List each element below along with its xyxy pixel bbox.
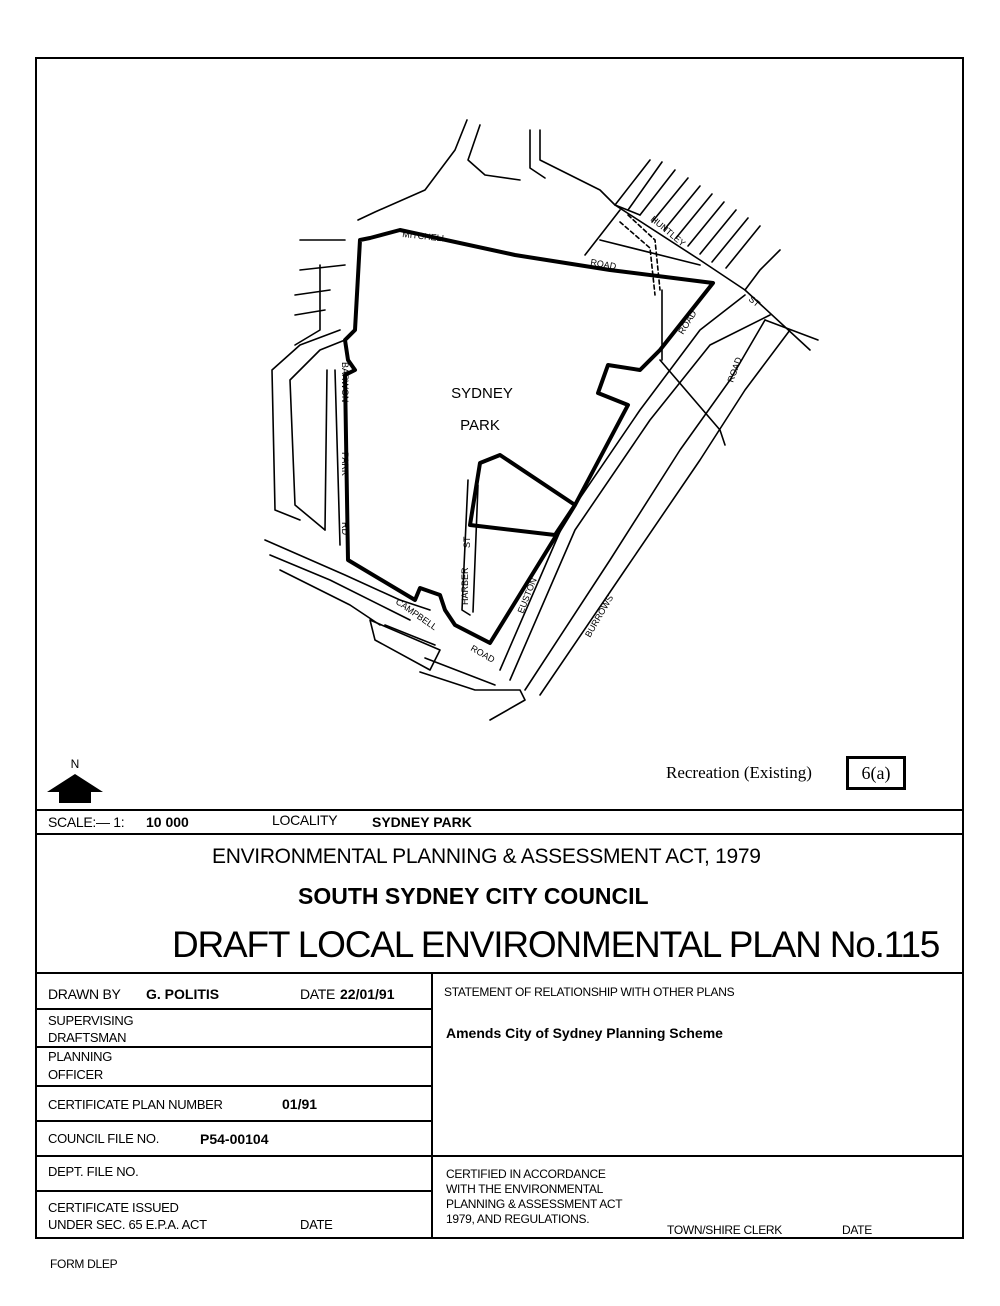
divider-row-4 — [35, 1120, 432, 1122]
street-label-mitchell: MITCHELL — [401, 229, 448, 244]
scale-label: SCALE:— 1: — [48, 814, 125, 830]
street-label-harber-st: ST — [462, 536, 472, 548]
scale-value: 10 000 — [146, 814, 189, 830]
street-label-campbell-road: ROAD — [469, 643, 497, 665]
town-clerk-label: TOWN/SHIRE CLERK — [667, 1223, 782, 1237]
council-file-value: P54-00104 — [200, 1131, 269, 1147]
town-date-label: DATE — [842, 1223, 872, 1237]
street-label-euston-road-upper: ROAD — [676, 308, 699, 337]
street-label-rd: RD — [340, 522, 350, 535]
certified-line3: PLANNING & ASSESSMENT ACT — [446, 1197, 623, 1211]
north-arrow-icon — [47, 774, 103, 803]
legend-label: Recreation (Existing) — [666, 763, 812, 782]
divider-row-1 — [35, 1008, 432, 1010]
drawn-by-value: G. POLITIS — [146, 986, 220, 1002]
street-label-harber: HARBER — [460, 567, 470, 605]
park-label-line2: PARK — [460, 417, 500, 434]
drawn-by-label: DRAWN BY — [48, 986, 121, 1002]
street-label-burrows-road-upper: ROAD — [725, 355, 744, 384]
street-label-huntley: HUNTLEY — [648, 213, 688, 249]
street-label-burrows: BURROWS — [583, 593, 616, 639]
street-label-barwon: BARWON — [340, 362, 350, 403]
dept-file-label: DEPT. FILE NO. — [48, 1164, 139, 1179]
divider-scale-top — [35, 809, 964, 811]
plan-title: DRAFT LOCAL ENVIRONMENTAL PLAN No.115 — [172, 924, 940, 965]
cert-issued-line1: CERTIFICATE ISSUED — [48, 1200, 179, 1215]
street-label-huntley-st: ST — [746, 293, 762, 309]
cert-plan-label: CERTIFICATE PLAN NUMBER — [48, 1097, 223, 1112]
council-file-label: COUNCIL FILE NO. — [48, 1131, 160, 1146]
street-label-park: PARK — [340, 452, 350, 476]
park-label-line1: SYDNEY — [451, 385, 513, 402]
street-label-euston: EUSTON — [515, 576, 539, 615]
divider-row-6 — [35, 1190, 432, 1192]
locality-value: SYDNEY PARK — [372, 814, 472, 830]
certified-line2: WITH THE ENVIRONMENTAL — [446, 1182, 603, 1196]
certified-line1: CERTIFIED IN ACCORDANCE — [446, 1167, 606, 1181]
divider-scale-bottom — [35, 833, 964, 835]
council-title: SOUTH SYDNEY CITY COUNCIL — [298, 883, 649, 909]
date-value: 22/01/91 — [340, 986, 395, 1002]
act-title: ENVIRONMENTAL PLANNING & ASSESSMENT ACT, 1979 — [212, 845, 761, 868]
planning-label-line1: PLANNING — [48, 1049, 113, 1064]
cert-plan-value: 01/91 — [282, 1096, 318, 1112]
form-code: FORM DLEP — [50, 1257, 118, 1271]
north-label: N — [70, 757, 80, 771]
cert-issued-line2: UNDER SEC. 65 E.P.A. ACT — [48, 1217, 207, 1232]
date-label: DATE — [300, 986, 336, 1002]
street-label-mitchell-road: ROAD — [589, 257, 618, 272]
locality-label: LOCALITY — [272, 812, 338, 828]
statement-value: Amends City of Sydney Planning Scheme — [446, 1025, 723, 1041]
supervising-label-line2: DRAFTSMAN — [48, 1030, 127, 1045]
certified-line4: 1979, AND REGULATIONS. — [446, 1212, 590, 1226]
divider-row-3 — [35, 1085, 432, 1087]
divider-title-bottom — [35, 972, 964, 974]
supervising-label-line1: SUPERVISING — [48, 1013, 134, 1028]
zone-code-badge: 6(a) — [846, 756, 906, 790]
details-divider-vertical — [431, 972, 433, 1239]
statement-label: STATEMENT OF RELATIONSHIP WITH OTHER PLANS — [444, 985, 735, 999]
divider-row-5 — [35, 1155, 964, 1157]
planning-label-line2: OFFICER — [48, 1067, 103, 1082]
street-label-campbell: CAMPBELL — [393, 596, 439, 633]
cert-issued-date: DATE — [300, 1217, 333, 1232]
divider-row-2 — [35, 1046, 432, 1048]
